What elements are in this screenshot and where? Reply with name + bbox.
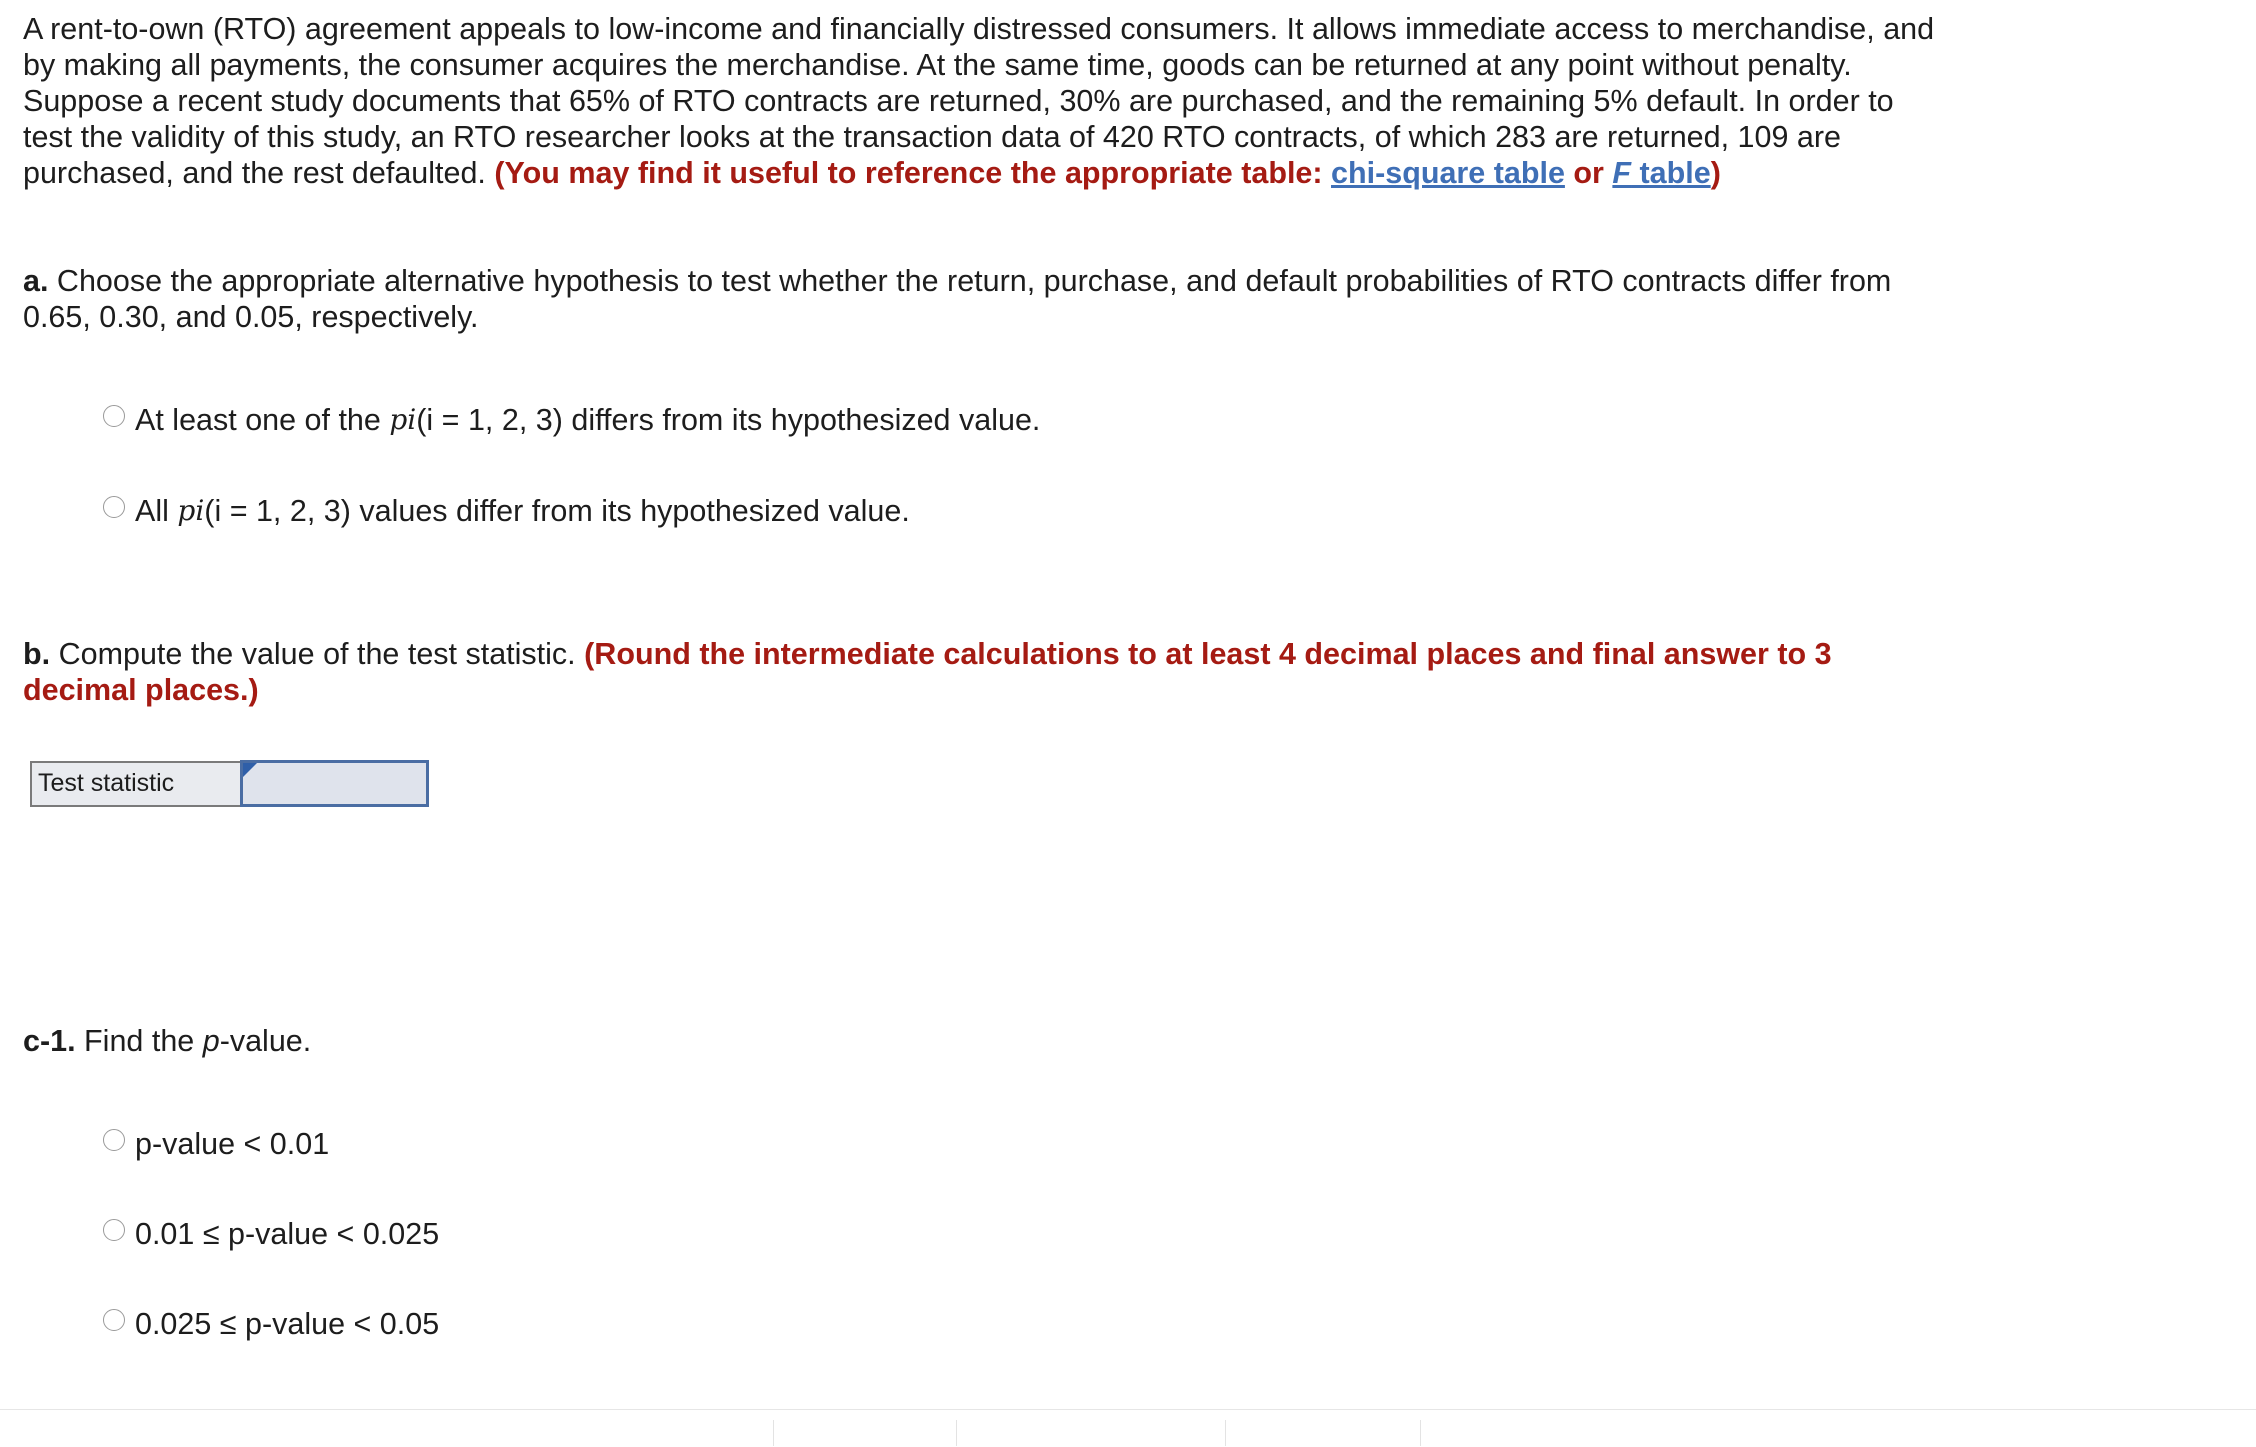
test-statistic-input[interactable] (243, 763, 426, 804)
chi-square-table-link[interactable]: chi-square table (1331, 156, 1565, 190)
footer-divider (956, 1420, 957, 1446)
intro-text: A rent-to-own (RTO) agreement appeals to low-income and financially distressed consumers. It allows immediate access to merchandise, and by making all payments, the consumer acquires the merchandise. At the same time, goods can be returned at any point without penalty. Suppose a recent study documents that 65% of RTO contracts are returned, 30% are purchased, and the remaining 5% default. In order to test the validity of this study, an RTO researcher looks at the transaction data of 420 RTO contracts, of which 283 are returned, 109 are purchased, and the rest defaulted. (23, 12, 1935, 190)
cell-marker-icon (243, 763, 257, 777)
p-i-symbol: pi (177, 494, 205, 527)
option-text: p-value < 0.01 (135, 1127, 330, 1161)
table-hint: (You may find it useful to reference the appropriate table: chi-square table or F table) (494, 156, 1721, 190)
part-b-label: b. (23, 637, 51, 671)
part-c1-option-3[interactable] (103, 1306, 439, 1342)
part-c1-option-1[interactable] (103, 1126, 329, 1162)
radio-button[interactable] (103, 1129, 125, 1151)
footer-divider (1225, 1420, 1226, 1446)
part-c1-label: c-1. (23, 1024, 76, 1058)
part-a-text: Choose the appropriate alternative hypothesis to test whether the return, purchase, and default probabilities of RTO contracts differ from 0.65, 0.30, and 0.05, respectively. (23, 264, 1892, 334)
part-c1-question: c-1. Find the p-value. (23, 1024, 312, 1058)
p-i-symbol: pi (389, 403, 417, 436)
rounding-instruction: (Round the intermediate calculations to at least 4 decimal places and final answer to 3 decimal places.) (23, 637, 1832, 707)
test-statistic-table (30, 760, 429, 807)
part-a-option-1[interactable]: At least one of the pi (i = 1, 2, 3) differs from its hypothesized value. (103, 402, 1040, 438)
test-statistic-cell[interactable] (241, 762, 427, 806)
footer-divider (1420, 1420, 1421, 1446)
option-text: 0.01 ≤ p-value < 0.025 (135, 1217, 440, 1251)
part-c1-option-2[interactable] (103, 1216, 439, 1252)
option-text: 0.025 ≤ p-value < 0.05 (135, 1307, 440, 1341)
f-table-link[interactable]: F table (1612, 156, 1711, 190)
part-a-option-2[interactable]: All pi (i = 1, 2, 3) values differ from its hypothesized value. (103, 493, 910, 529)
part-a-label: a. (23, 264, 49, 298)
part-b-question (23, 636, 1943, 708)
bottom-divider (0, 1409, 2256, 1447)
radio-button[interactable] (103, 1309, 125, 1331)
problem-intro (23, 11, 1943, 191)
test-statistic-label: Test statistic (31, 762, 241, 806)
part-a-question (23, 263, 1943, 335)
radio-button[interactable] (103, 1219, 125, 1241)
radio-button[interactable] (103, 405, 125, 427)
radio-button[interactable] (103, 496, 125, 518)
part-b-text: Compute the value of the test statistic. (50, 637, 585, 671)
footer-divider (773, 1420, 774, 1446)
